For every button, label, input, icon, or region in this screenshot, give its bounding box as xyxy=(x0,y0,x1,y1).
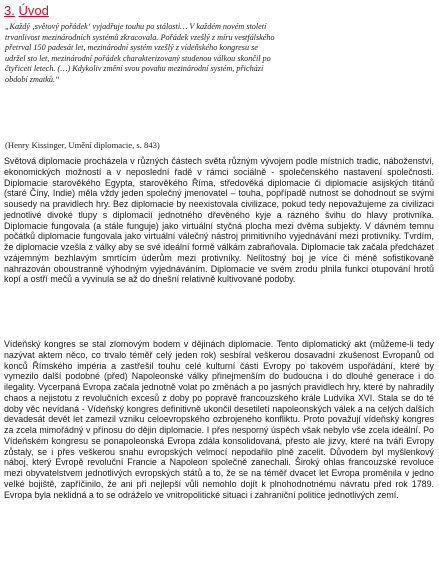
section-heading xyxy=(4,3,49,19)
section-number: 3. xyxy=(4,3,15,18)
motto-source: (Henry Kissinger, Umění diplomacie, s. 843) xyxy=(5,140,160,150)
body-paragraph-2: Vídeňský kongres se stal zlomovým bodem v dějinách diplomacie. Tento diplomatický akt (můžeme-li tedy nazývat aktem něco, co trvalo téměř celý jeden rok) sesbíral veškerou dosavadní zkušenost Evropanů od konců Římského impéria a zastřešil touhu celé kulturní části Evropy po takovém uspořádání, které by vymezilo další podobné (před) Napoleonské války přinejmenším do budoucna i do dlouhé generace i do ilegality. Vycerpaná Evropa začala jednotně volat po změnách a po jasných pravidlech hry, které by nahradily chaos a nejistotu z revolučních excesů z doby po popravě francouzského krále Ludvíka XVI. Stala se do té doby věc nevídaná - Vídeňský kongres definitivně ukončil desetiletí napoleonských válek a na celých dalších devadesát devět let zamezil vzniku celoevropského ozbrojeného konfliktu. Proto považují vídeňský kongres za zcela mimořádný v přínosu do dějin diplomacie. I přes nesporný úspěch však nebylo vše zcela ideální. Po Vídeňském kongresu se ponapoleonská Evropa zdála konsolidovaná, přesto ale jizvy, které na tváři Evropy zůstaly, se i přes veškerou snahu evropských velmocí nepodařilo plně zacelit. Důvodem byl myšlenkový náboj, který Evropě revoluční Francie a Napoleon společně zanechali. Široký ohlas francouzské revoluce mezi obyvatelstvem jednotlivých evropských států a to, že se na téměř dvacet let Evropa proměnila v jedno velké bojiště, zapříčinilo, že ani při nejlepší vůli nemohlo dojít k plnohodnotnému návratu před rok 1789. Evropa byla neklidná a to se odráželo ve vnitropolitické situaci i zahraniční politice jednotlivých zemí. xyxy=(4,339,434,500)
body-paragraph-1: Světová diplomacie procházela v různých částech světa různým vývojem podle místních tradic, náboženství, ekonomických možností a v neposlední řadě v rámci sociálně - společenského nastavení společnosti. Diplomacie starověkého Egypta, starověkého Říma, středověká diplomacie či diplomacie asijských titánů (staré Číny, Indie) měla vždy jeden společný jmenovatel – touha, popřípadě nutnost se dohodnout se svými sousedy na pravidlech hry. Bez diplomacie by neexistovala civilizace, pokud tedy nepovažujeme za civilizaci jednotlivé divoké tlupy s diplomacií jednotného dřevěného kyje a rázného švihu do hlavy protivníka. Diplomacie fungovala (a stále funguje) jako virtuální styčná plocha mezi dvěma subjekty. V dávném temnu počátků diplomacie fungovala jako virtuální válečný nástroj primitivního vyjednávání mezi protivníky. Tvrdím, že diplomacie vzešla z války aby se své ideální formě válkám zabraňovala. Diplomacie tak začala předcházet vzájemným bezhlavým smrtícím úderům mezi protivníky. Nelítostný boj je více či méně sofistikovaně nahrazován oboustranně výhodným vyjednáváním. Diplomacie ve svém zrodu plnila funkci otupování hrotů kopí a ostří mečů a vyvinula se až do dnešní relativně kultivované podoby. xyxy=(4,156,434,285)
section-title: Úvod xyxy=(18,3,49,18)
motto-quote: „Každý ‚světový pořádek‘ vyjadřuje touhu po stálosti… V každém novém století trvanlivost mezinárodních systémů zkracovala. Pořádek vzešlý z míru vestfálského přetrval 150 padesát let, mezinárodní systém vzešlý z vídeňského kongresu se udržel sto let, mezinárodní pořádek charakterizovaný studenou válkou skončil po čtyřiceti letech. (…) Kdykoliv změní svou povahu mezinárodní systém, přichází období zmatků.“ xyxy=(5,22,275,84)
